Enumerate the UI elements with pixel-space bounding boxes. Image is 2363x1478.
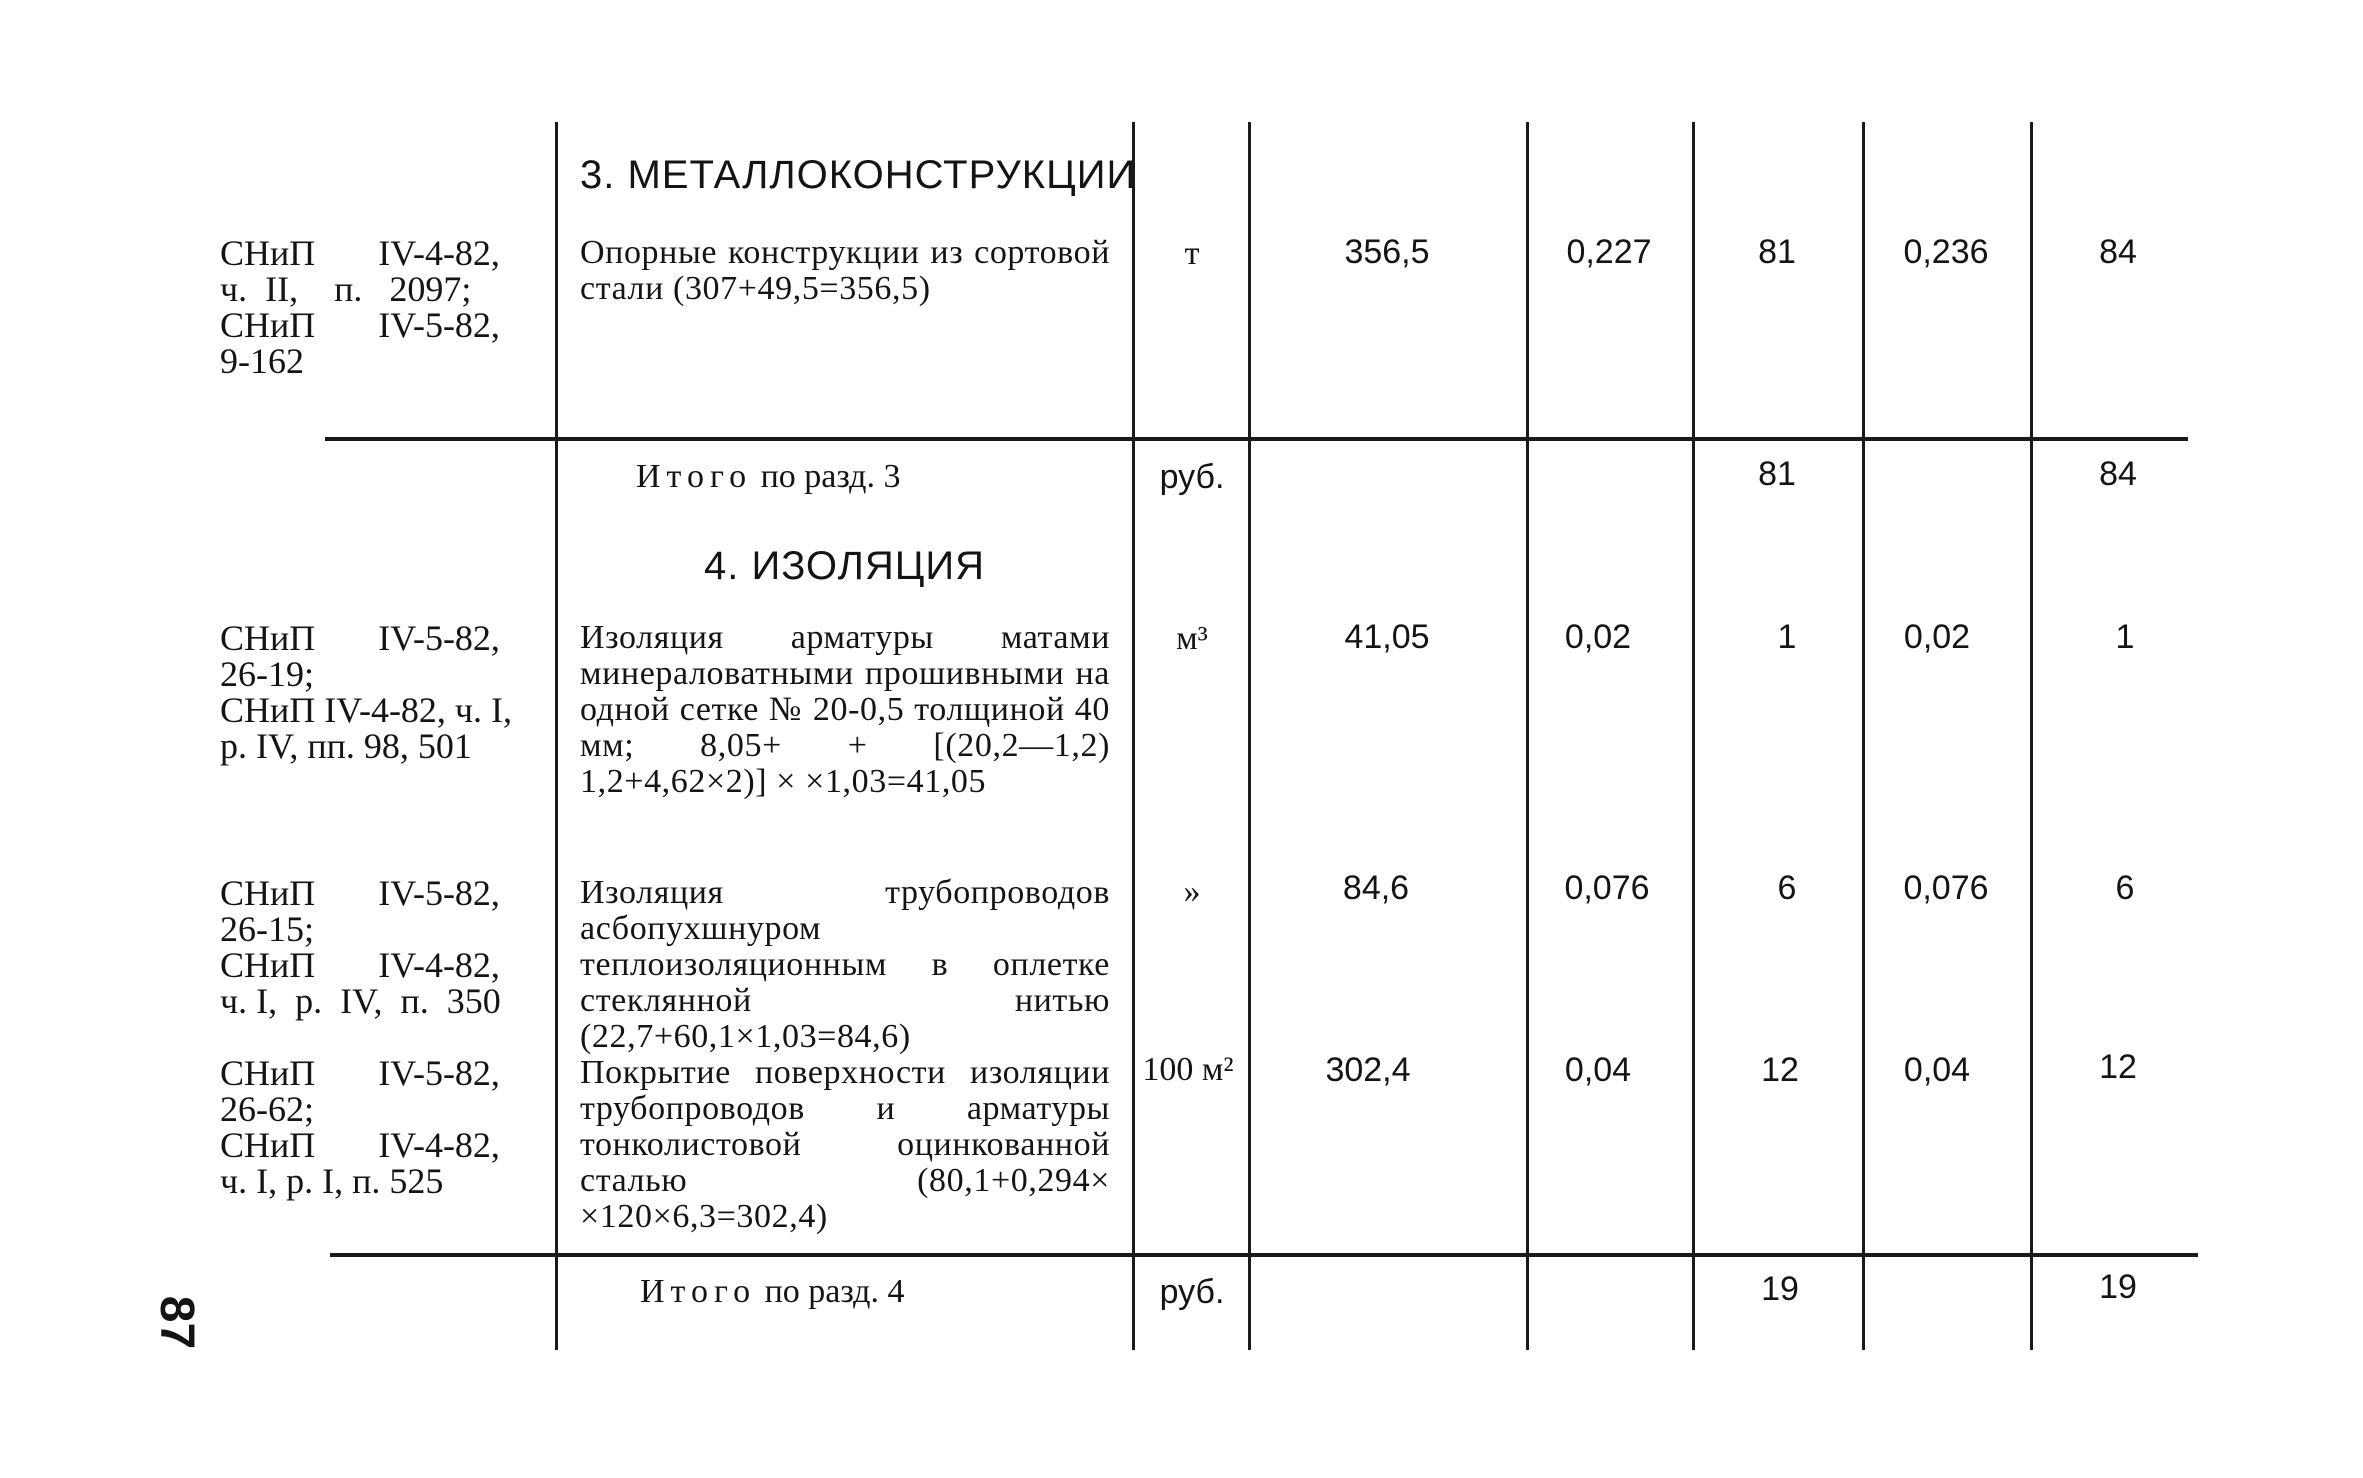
- subtotal-label: [636, 458, 900, 496]
- row-quantity: 41,05: [1344, 618, 1430, 656]
- row-reference: СНиП IV-5-82, 26-19; СНиП IV-4-82, ч. I, р. IV, пп. 98, 501: [220, 618, 513, 766]
- row-unit: »: [1183, 873, 1201, 910]
- row-total-1: 1: [1777, 618, 1797, 656]
- column-rule-unit-qty: [1248, 122, 1251, 1350]
- row-unit-cost-2: 0,236: [1903, 233, 1989, 271]
- row-unit-cost-2: 0,02: [1903, 618, 1971, 656]
- subtotal-unit: руб.: [1159, 458, 1225, 496]
- row-description: Изоляция арматуры матами минераловатными прошивными на одной сетке № 20-0,5 толщиной 40 мм; 8,05+ + [(20,2—1,2) 1,2+4,62×2)] × ×1,03=41,05: [580, 619, 1110, 800]
- row-description: Изоляция трубопроводов асбопухшнуром теплоизоляционным в оплетке стеклянной нитью (22,7+60,1×1,03=84,6): [580, 874, 1110, 1055]
- section3-heading: 3. МЕТАЛЛОКОНСТРУКЦИИ: [580, 153, 1137, 197]
- row-unit-cost-1: 0,02: [1564, 618, 1632, 656]
- subtotal-label-main: Итого: [640, 1273, 757, 1310]
- row-description: Опорные конструкции из сортовой стали (307+49,5=356,5): [580, 234, 1110, 307]
- row-unit-cost-2: 0,076: [1903, 869, 1989, 907]
- row-total-1: 12: [1761, 1051, 1799, 1089]
- row-description: Покрытие поверхности изоляции трубопроводов и арматуры тонколистовой оцинкованной сталью (80,1+0,294× ×120×6,3=302,4): [580, 1054, 1110, 1235]
- subtotal-label-rest: по разд. 4: [756, 1273, 905, 1310]
- row-total-2: 6: [2115, 869, 2135, 907]
- column-rule-cost1-total1: [1692, 122, 1695, 1350]
- subtotal-unit: руб.: [1159, 1273, 1225, 1311]
- row-unit: м³: [1176, 620, 1208, 657]
- row-total-2: 12: [2099, 1048, 2137, 1086]
- subtotal-label: [640, 1273, 904, 1311]
- row-total-2: 1: [2115, 618, 2135, 656]
- row-unit-cost-2: 0,04: [1903, 1051, 1971, 1089]
- row-quantity: 356,5: [1344, 233, 1430, 271]
- column-rule-cost2-total2: [2030, 122, 2033, 1350]
- row-unit: т: [1184, 235, 1200, 272]
- column-rule-total1-cost2: [1862, 122, 1865, 1350]
- subtotal-label-main: Итого: [636, 458, 753, 495]
- subtotal-total-1: 19: [1761, 1270, 1799, 1308]
- column-rule-ref-desc: [555, 122, 558, 1350]
- column-rule-qty-cost1: [1526, 122, 1529, 1350]
- subtotal-total-2: 19: [2099, 1268, 2137, 1306]
- row-unit-cost-1: 0,04: [1564, 1051, 1632, 1089]
- page-number: 87: [150, 1295, 204, 1350]
- row-reference: СНиП IV-5-82, 26-15; СНиП IV-4-82, ч. I, р. IV, п. 350: [220, 873, 501, 1021]
- section3-rule: [325, 437, 2188, 441]
- row-unit-cost-1: 0,227: [1566, 233, 1652, 271]
- column-rule-desc-unit: [1132, 122, 1135, 1350]
- row-total-1: 6: [1777, 869, 1797, 907]
- row-quantity: 84,6: [1342, 869, 1410, 907]
- subtotal-total-2: 84: [2099, 455, 2137, 493]
- subtotal-total-1: 81: [1758, 455, 1796, 493]
- row-unit: 100 м²: [1142, 1051, 1234, 1088]
- row-reference: СНиП IV-4-82, ч. II, п. 2097; СНиП IV-5-82, 9-162: [220, 233, 500, 381]
- row-total-1: 81: [1758, 233, 1796, 271]
- row-reference: СНиП IV-5-82, 26-62; СНиП IV-4-82, ч. I, р. I, п. 525: [220, 1053, 500, 1201]
- subtotal-label-rest: по разд. 3: [752, 458, 901, 495]
- section4-heading: 4. ИЗОЛЯЦИЯ: [704, 544, 985, 588]
- row-unit-cost-1: 0,076: [1564, 869, 1650, 907]
- row-quantity: 302,4: [1325, 1051, 1411, 1089]
- section4-rule: [330, 1253, 2198, 1257]
- row-total-2: 84: [2099, 233, 2137, 271]
